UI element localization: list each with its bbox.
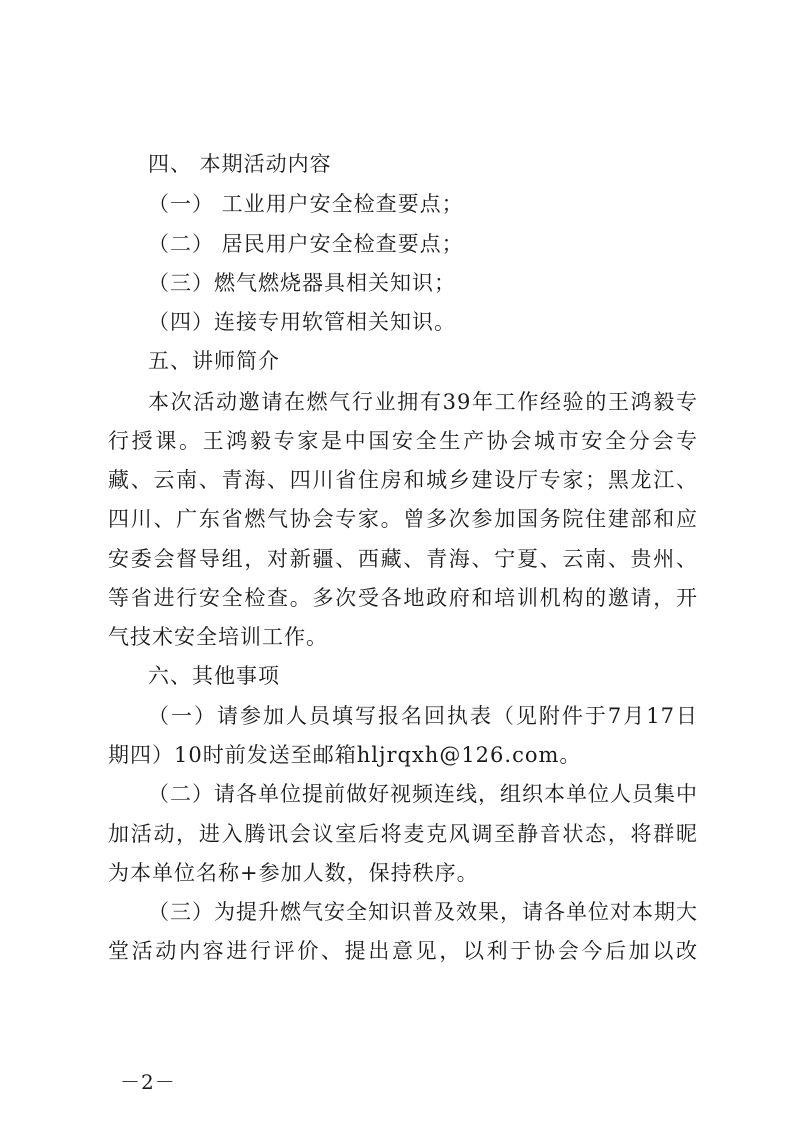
paragraph-line: 四川、广东省燃气协会专家。曾多次参加国务院住建部和应: [108, 507, 698, 531]
page-number: －2－: [120, 1070, 176, 1094]
paragraph-line: 期四）10时前发送至邮箱hljrqxh@126.com。: [108, 743, 582, 767]
list-item: （一） 工业用户安全检查要点；: [148, 192, 464, 216]
paragraph-line: （三）为提升燃气安全知识普及效果，请各单位对本期大: [148, 900, 698, 924]
paragraph-line: 安委会督导组，对新疆、西藏、青海、宁夏、云南、贵州、: [108, 547, 698, 571]
section-heading-4: 四、 本期活动内容: [148, 152, 332, 176]
paragraph-line: 堂活动内容进行评价、提出意见，以利于协会今后加以改: [108, 939, 698, 963]
section-heading-6: 六、其他事项: [148, 664, 280, 688]
paragraph-line: 为本单位名称+参加人数，保持秩序。: [108, 861, 479, 885]
list-item: （二） 居民用户安全检查要点；: [148, 232, 464, 256]
list-item: （四）连接专用软管相关知识。: [148, 310, 456, 334]
paragraph-line: 行授课。王鸿毅专家是中国安全生产协会城市安全分会专: [108, 429, 698, 453]
paragraph-line: 本次活动邀请在燃气行业拥有39年工作经验的王鸿毅专: [148, 390, 698, 414]
paragraph-line: 等省进行安全检查。多次受各地政府和培训机构的邀请，开: [108, 586, 698, 610]
paragraph-line: 藏、云南、青海、四川省住房和城乡建设厅专家；黑龙江、: [108, 468, 698, 492]
paragraph-line: （二）请各单位提前做好视频连线，组织本单位人员集中: [148, 782, 698, 806]
paragraph-line: 加活动，进入腾讯会议室后将麦克风调至静音状态，将群昵: [108, 822, 698, 846]
paragraph-line: 气技术安全培训工作。: [108, 625, 328, 649]
section-heading-5: 五、讲师简介: [148, 349, 280, 373]
list-item: （三）燃气燃烧器具相关知识；: [148, 271, 456, 295]
paragraph-line: （一）请参加人员填写报名回执表（见附件于7月17日: [148, 704, 698, 728]
